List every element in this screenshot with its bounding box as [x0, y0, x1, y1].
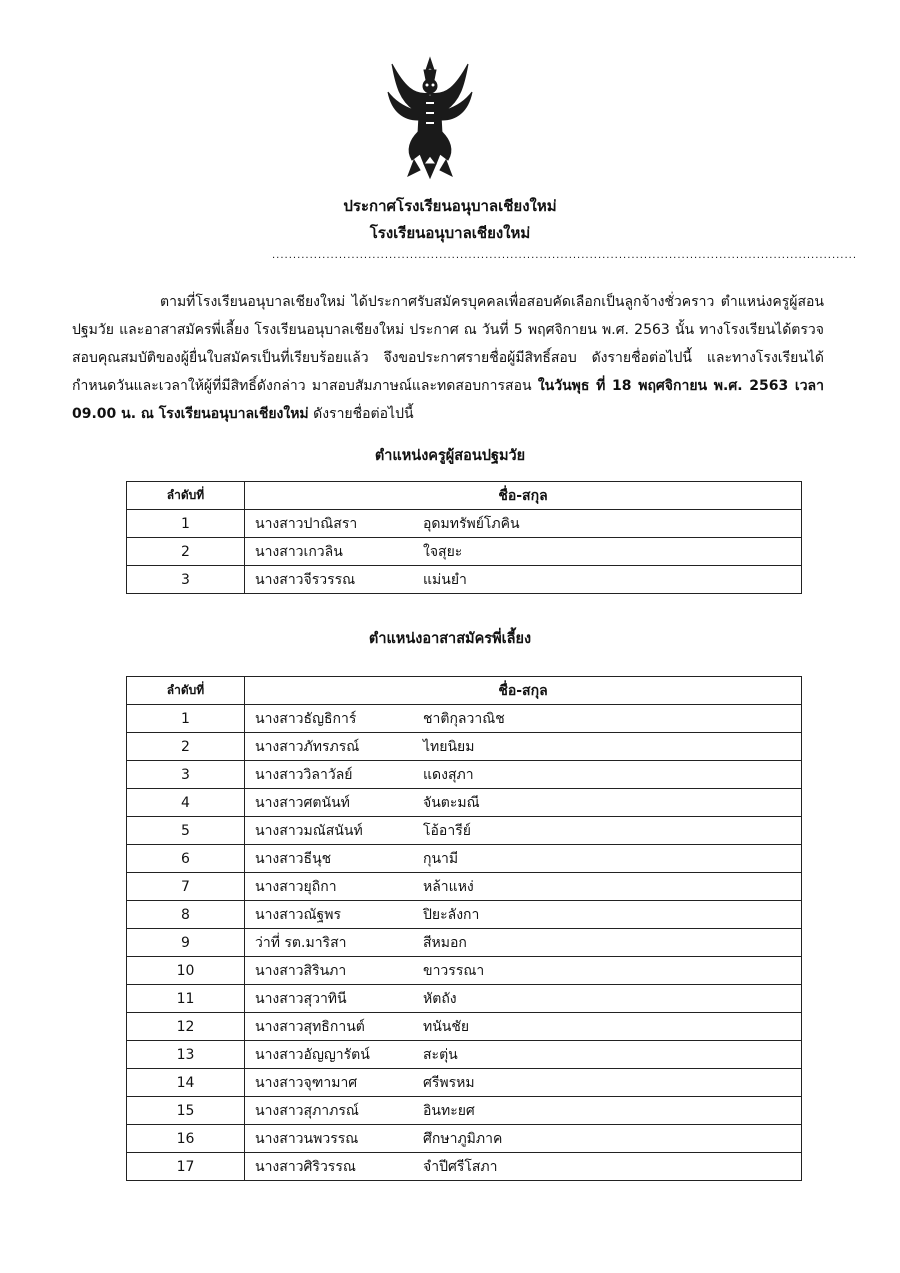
table-row — [127, 1097, 802, 1125]
first-name: ว่าที่ รต.มาริสา — [255, 934, 347, 951]
row-number: 14 — [127, 1069, 245, 1097]
last-name: อินทะยศ — [423, 1102, 475, 1119]
first-name: นางสาวเกวลิน — [255, 543, 343, 560]
table-row — [127, 1069, 802, 1097]
dotted-divider: ............................................................................................................................................ — [272, 250, 858, 261]
row-number: 3 — [127, 761, 245, 789]
row-number: 9 — [127, 929, 245, 957]
first-name: นางสาวณัฐพร — [255, 906, 341, 923]
column-header-no: ลำดับที่ — [127, 677, 245, 705]
row-number: 16 — [127, 1125, 245, 1153]
first-name: นางสาวมณัสนันท์ — [255, 822, 363, 839]
first-name: นางสาวธีนุช — [255, 850, 332, 867]
row-number: 7 — [127, 873, 245, 901]
last-name: ศรีพรหม — [423, 1074, 475, 1091]
last-name: แม่นยำ — [423, 571, 467, 588]
row-number: 2 — [127, 733, 245, 761]
table-header-row — [127, 482, 802, 510]
column-header-name: ชื่อ-สกุล — [245, 482, 802, 510]
row-number: 1 — [127, 705, 245, 733]
first-name: นางสาวจุฑามาศ — [255, 1074, 358, 1091]
announcement-title: ประกาศโรงเรียนอนุบาลเชียงใหม่ — [343, 197, 557, 215]
table-row — [127, 1125, 802, 1153]
section-title-teacher: ตำแหน่งครูผู้สอนปฐมวัย — [374, 448, 526, 464]
column-header-name: ชื่อ-สกุล — [245, 677, 802, 705]
body-text: ตามที่โรงเรียนอนุบาลเชียงใหม่ ได้ประกาศรับสมัครบุคคลเพื่อสอบคัดเลือกเป็นลูกจ้างชั่วคราว ตำแหน่งครูผู้สอนปฐมวัย และอาสาสมัครพี่เลี้ยง โรงเรียนอนุบาลเชียงใหม่ ประกาศ ณ วันที่ 5 พฤศจิกายน พ.ศ. 2563 นั้น ทางโรงเรียนได้ตรวจสอบคุณสมบัติของผู้ยื่นใบสมัครเป็นที่เรียบร้อยแล้ว จึงขอประกาศรายชื่อผู้มีสิทธิ์สอบ ดังรายชื่อต่อไปนี้ และทางโรงเรียนได้กำหนดวันและเวลาให้ผู้ที่มีสิทธิ์ดังกล่าว มาสอบสัมภาษณ์และทดสอบการสอน — [72, 294, 824, 394]
first-name: นางสาวยุถิกา — [255, 878, 337, 895]
table-row — [127, 733, 802, 761]
table-row — [127, 873, 802, 901]
interview-date: ในวันพุธ ที่ 18 พฤศจิกายน พ.ศ. 2563 เวลา 09.00 น. ณ โรงเรียนอนุบาลเชียงใหม่ — [72, 378, 824, 422]
first-name: นางสาวสุทธิกานต์ — [255, 1018, 365, 1035]
table-row — [127, 929, 802, 957]
row-number: 3 — [127, 566, 245, 594]
last-name: อุดมทรัพย์โภคิน — [423, 515, 520, 532]
table-row — [127, 1153, 802, 1181]
first-name: นางสาวสุวาทินี — [255, 990, 347, 1007]
table-row — [127, 845, 802, 873]
table-row — [127, 566, 802, 594]
first-name: นางสาวปาณิสรา — [255, 515, 358, 532]
row-number: 17 — [127, 1153, 245, 1181]
table-row — [127, 761, 802, 789]
last-name: ใจสุยะ — [423, 543, 463, 560]
last-name: ทนันชัย — [423, 1018, 470, 1035]
last-name: โอ้อารีย์ — [423, 822, 471, 839]
first-name: นางสาวจีรวรรณ — [255, 571, 356, 588]
first-name: นางสาวสิรินภา — [255, 962, 347, 979]
table-row — [127, 985, 802, 1013]
row-number: 12 — [127, 1013, 245, 1041]
last-name: แดงสุภา — [423, 766, 474, 783]
row-number: 11 — [127, 985, 245, 1013]
table-row — [127, 538, 802, 566]
last-name: ปิยะลังกา — [423, 906, 480, 923]
table-row — [127, 957, 802, 985]
last-name: จำปีศรีโสภา — [423, 1158, 498, 1175]
row-number: 8 — [127, 901, 245, 929]
first-name: นางสาวอัญญารัตน์ — [255, 1046, 370, 1063]
last-name: สีหมอก — [423, 934, 467, 951]
table-header-row — [127, 677, 802, 705]
announcement-body — [72, 288, 824, 428]
first-name: นางสาวศิริวรรณ — [255, 1158, 356, 1175]
last-name: จันตะมณี — [423, 794, 480, 811]
last-name: ไทยนิยม — [423, 738, 475, 755]
body-tail: ดังรายชื่อต่อไปนี้ — [313, 406, 414, 422]
table-row — [127, 1041, 802, 1069]
section-title-volunteer: ตำแหน่งอาสาสมัครพี่เลี้ยง — [368, 631, 532, 647]
table-row — [127, 510, 802, 538]
table-row — [127, 901, 802, 929]
row-number: 2 — [127, 538, 245, 566]
row-number: 5 — [127, 817, 245, 845]
last-name: สะตุ่น — [423, 1046, 458, 1063]
row-number: 1 — [127, 510, 245, 538]
garuda-emblem-icon — [384, 56, 476, 180]
last-name: กุนามี — [423, 850, 459, 867]
first-name: นางสาวนพวรรณ — [255, 1130, 359, 1147]
table-row — [127, 789, 802, 817]
first-name: นางสาววิลาวัลย์ — [255, 766, 353, 783]
row-number: 15 — [127, 1097, 245, 1125]
last-name: หัตถัง — [423, 990, 457, 1007]
volunteer-candidates-table — [126, 676, 802, 1181]
first-name: นางสาวศตนันท์ — [255, 794, 350, 811]
row-number: 4 — [127, 789, 245, 817]
first-name: นางสาวธัญธิการ์ — [255, 710, 357, 727]
table-row — [127, 705, 802, 733]
first-name: นางสาวภัทรภรณ์ — [255, 738, 360, 755]
last-name: ขาวรรณา — [423, 962, 485, 979]
row-number: 13 — [127, 1041, 245, 1069]
last-name: หล้าแหง่ — [423, 878, 474, 895]
school-name: โรงเรียนอนุบาลเชียงใหม่ — [369, 224, 531, 242]
last-name: ศึกษาภูมิภาค — [423, 1130, 503, 1147]
column-header-no: ลำดับที่ — [127, 482, 245, 510]
row-number: 6 — [127, 845, 245, 873]
last-name: ชาติกุลวาณิช — [423, 710, 505, 727]
table-row — [127, 817, 802, 845]
first-name: นางสาวสุภาภรณ์ — [255, 1102, 359, 1119]
row-number: 10 — [127, 957, 245, 985]
table-row — [127, 1013, 802, 1041]
teacher-candidates-table — [126, 481, 802, 594]
